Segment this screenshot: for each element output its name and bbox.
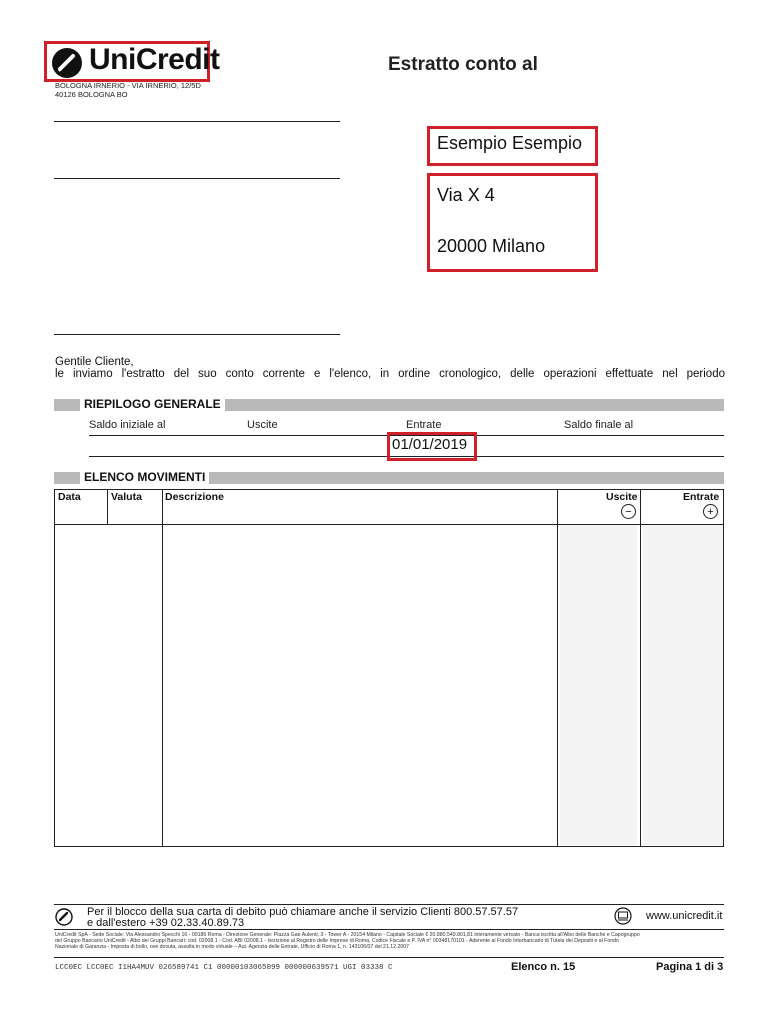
uscite-column-body — [560, 525, 637, 845]
header-uscite: Uscite — [606, 491, 638, 503]
bank-logo-text: UniCredit — [89, 43, 220, 76]
col-saldo-finale: Saldo finale al — [564, 419, 634, 431]
website-link[interactable]: www.unicredit.it — [646, 910, 723, 922]
bank-address-line-1: BOLOGNA IRNERIO - VIA IRNERIO, 12/5D — [55, 81, 201, 90]
card-block-line-2: e dall'estero +39 02.33.40.89.73 — [87, 917, 245, 929]
footer-divider — [54, 904, 724, 905]
document-title: Estratto conto al — [388, 54, 538, 75]
col-uscite: Uscite — [247, 419, 278, 431]
col-saldo-iniziale: Saldo iniziale al — [89, 419, 166, 431]
column-divider — [557, 490, 558, 846]
summary-section-title: RIEPILOGO GENERALE — [80, 397, 225, 411]
letter-body: le inviamo l'estratto del suo conto corrente e l'elenco, in ordine cronologico, delle operazioni effettuate nel periodo — [55, 368, 725, 380]
minus-circle-icon: − — [621, 504, 636, 519]
movements-section-bar — [54, 472, 724, 484]
header-data: Data — [58, 491, 81, 503]
recipient-street: Via X 4 — [437, 185, 495, 205]
letter-greeting: Gentile Cliente, — [55, 356, 134, 368]
computer-icon — [613, 907, 633, 925]
header-valuta: Valuta — [111, 491, 142, 503]
entrate-column-body — [643, 525, 723, 845]
plus-circle-icon: + — [703, 504, 718, 519]
unicredit-logo-icon — [51, 47, 83, 79]
recipient-city: 20000 Milano — [437, 236, 546, 256]
movements-table — [54, 489, 724, 847]
summary-section-bar — [54, 399, 724, 411]
bank-address-line-2: 40126 BOLOGNA BO — [55, 90, 128, 99]
footer-divider — [54, 929, 724, 930]
recipient-name: Esempio Esempio — [437, 133, 583, 153]
phone-block-icon — [55, 908, 73, 926]
column-divider — [107, 490, 108, 524]
divider — [54, 334, 340, 335]
divider — [54, 121, 340, 122]
table-header-rule — [55, 524, 723, 525]
elenco-number: Elenco n. 15 — [511, 961, 576, 973]
legal-line-1: UniCredit SpA - Sede Sociale: Via Alessandro Specchi 16 - 00186 Roma - Direzione Generale: Piazza Gae Aulenti, 3 - Tower A - 20154 Milano - Capitale Sociale € 20.880.549.801,81 interamente versato - Banca iscritta all'Albo delle Banche e Capogruppo — [55, 932, 640, 938]
column-divider — [162, 490, 163, 846]
card-block-line-1: Per il blocco della sua carta di debito può chiamare anche il servizio Clienti 800.57.57.57 — [87, 906, 519, 918]
page-number: Pagina 1 di 3 — [656, 961, 724, 973]
divider — [54, 178, 340, 179]
footer-divider — [54, 957, 724, 958]
header-entrate: Entrate — [683, 491, 720, 503]
movements-section-title: ELENCO MOVIMENTI — [80, 470, 209, 484]
column-divider — [640, 490, 641, 846]
header-descrizione: Descrizione — [165, 491, 224, 503]
statement-date: 01/01/2019 — [392, 436, 468, 453]
legal-line-2: del Gruppo Bancario UniCredit - Albo dei Gruppi Bancari: cod. 02008.1 - Cod. ABI 02008.1 - Iscrizione al Registro delle Imprese di Roma, Codice Fiscale e P. IVA n° 00348170101 - Aderente al Fondo Interbancario di Tutela dei Depositi e al Fondo — [55, 938, 619, 944]
document-reference: LCC0EC LCC0EC I1HA4MUV 026589741 C1 00000103065099 000000639571 UGI 03338 C — [55, 964, 393, 972]
legal-line-3: Nazionale di Garanzia - Imposta di bollo, ove dovuta, assolta in modo virtuale – Aut. Agenzia delle Entrate, Ufficio di Roma 1, n. 143106/07 del 21.12.2007 — [55, 944, 410, 950]
col-entrate: Entrate — [406, 419, 442, 431]
